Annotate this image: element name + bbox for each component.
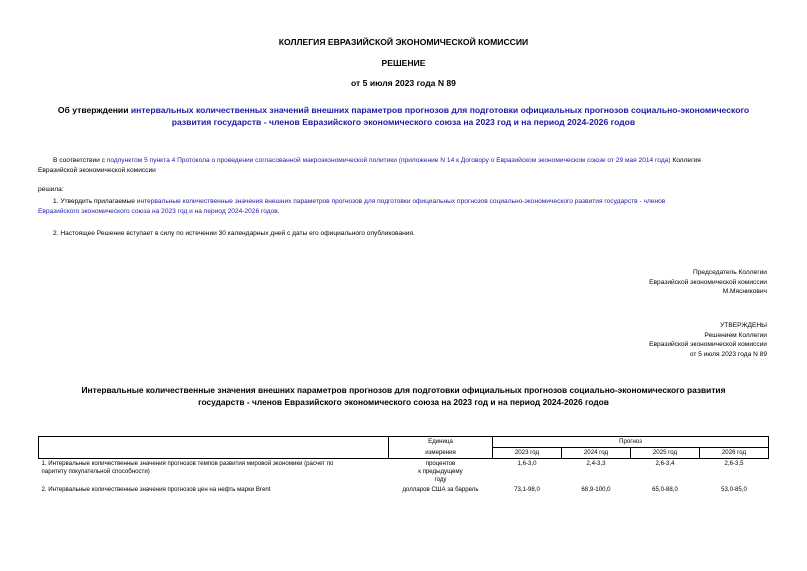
table-header-unit-2: измерения <box>389 448 493 459</box>
table-row <box>39 459 769 486</box>
signature-line2: Евразийской экономической комиссии <box>649 278 767 286</box>
row-1-name-line2: паритету покупательной способности) <box>41 468 150 475</box>
row-1-value: 2,6-3,5 <box>724 460 744 467</box>
signature-name: М.Мясникович <box>722 288 767 295</box>
approval-block <box>649 321 767 359</box>
table-header-year: 2026 год <box>700 448 769 459</box>
annex-title-line2: государств - членов Евразийского экономического союза на 2023 год и на период 2024-2026 годов <box>198 397 609 407</box>
issuer-heading: КОЛЛЕГИЯ ЕВРАЗИЙСКОЙ ЭКОНОМИЧЕСКОЙ КОМИССИИ <box>278 37 529 47</box>
forecast-table <box>38 436 769 495</box>
row-1-value: 2,4-3,3 <box>586 460 606 467</box>
approval-line1: УТВЕРЖДЕНЫ <box>720 322 767 329</box>
table-header-year: 2025 год <box>631 448 700 459</box>
row-1-value: 1,6-3,0 <box>517 460 537 467</box>
row-1-name <box>39 459 389 486</box>
document-type: РЕШЕНИЕ <box>381 58 426 68</box>
table-header-year: 2023 год <box>493 448 562 459</box>
table-header-unit: Единица <box>389 437 493 448</box>
title-link-line2[interactable]: развития государств - членов Евразийского экономического союза на 2023 год и на период 2024-2026 годов <box>171 117 636 127</box>
preamble <box>38 156 770 175</box>
table-header-blank-2 <box>39 448 389 459</box>
title-link-line1[interactable]: интервальных количественных значений внешних параметров прогнозов для подготовки официальных прогнозов социально-экономического <box>130 105 750 115</box>
table-row <box>39 485 769 495</box>
table-header-forecast: Прогноз <box>493 437 769 448</box>
item-1 <box>38 197 768 216</box>
item-1-text: 1. Утвердить прилагаемые <box>53 198 137 205</box>
approval-line3: Евразийской экономической комиссии <box>649 341 767 348</box>
row-2-value: 65,0-88,0 <box>652 486 678 493</box>
row-1-unit-line2: к предыдущему <box>418 468 463 475</box>
row-1-unit-line3: году <box>434 476 447 483</box>
table-header-year: 2024 год <box>562 448 631 459</box>
preamble-text-end: Коллегия <box>670 157 701 164</box>
signature-line1: Председатель Коллегии <box>693 269 767 276</box>
preamble-link[interactable]: подпунктом 5 пункта 4 Протокола о проведении согласованной макроэкономической политики (приложение N 14 к Договору о Евразийском экономическом союзе от 29 мая 2014 года) <box>106 157 671 164</box>
row-2-unit: долларов США за баррель <box>402 486 479 493</box>
item-1-end: . <box>277 207 280 215</box>
approval-line4: от 5 июля 2023 года N 89 <box>689 350 767 358</box>
approval-line2: Решением Коллегии <box>704 331 767 339</box>
title-prefix: Об утверждении <box>57 105 131 115</box>
table-header-blank <box>39 437 389 448</box>
annex-title <box>0 384 807 408</box>
row-1-name-line1: 1. Интервальные количественные значения прогнозов темпов развития мировой экономики (расчет по <box>41 460 334 467</box>
row-1-value: 2,6-3,4 <box>655 460 675 467</box>
signature-block <box>649 268 767 297</box>
annex-title-line1: Интервальные количественные значения внешних параметров прогнозов для подготовки официальных прогнозов социально-экономического развития <box>81 385 726 395</box>
decided-label: решила: <box>38 186 64 193</box>
item-1-link-line2[interactable]: Евразийского экономического союза на 2023 год и на период 2024-2026 годов <box>38 207 278 215</box>
row-2-value: 68,9-100,0 <box>581 486 611 493</box>
item-2: 2. Настоящее Решение вступает в силу по истечении 30 календарных дней с даты его официального опубликования. <box>53 230 415 237</box>
row-2-name: 2. Интервальные количественные значения прогнозов цен на нефть марки Brent <box>41 486 271 493</box>
document-date: от 5 июля 2023 года N 89 <box>351 78 456 88</box>
row-2-value: 53,0-85,0 <box>721 486 747 493</box>
row-2-value: 73,1-98,0 <box>514 486 540 493</box>
preamble-text: В соответствии с <box>53 157 107 164</box>
row-1-unit-line1: процентов <box>425 460 456 467</box>
item-1-link[interactable]: интервальные количественные значения внешних параметров прогнозов для подготовки официальных прогнозов социально-экономического развития государств - членов <box>136 198 666 205</box>
preamble-text-line2: Евразийской экономической комиссии <box>38 166 156 174</box>
row-1-unit <box>389 459 493 486</box>
document-title <box>0 104 807 128</box>
